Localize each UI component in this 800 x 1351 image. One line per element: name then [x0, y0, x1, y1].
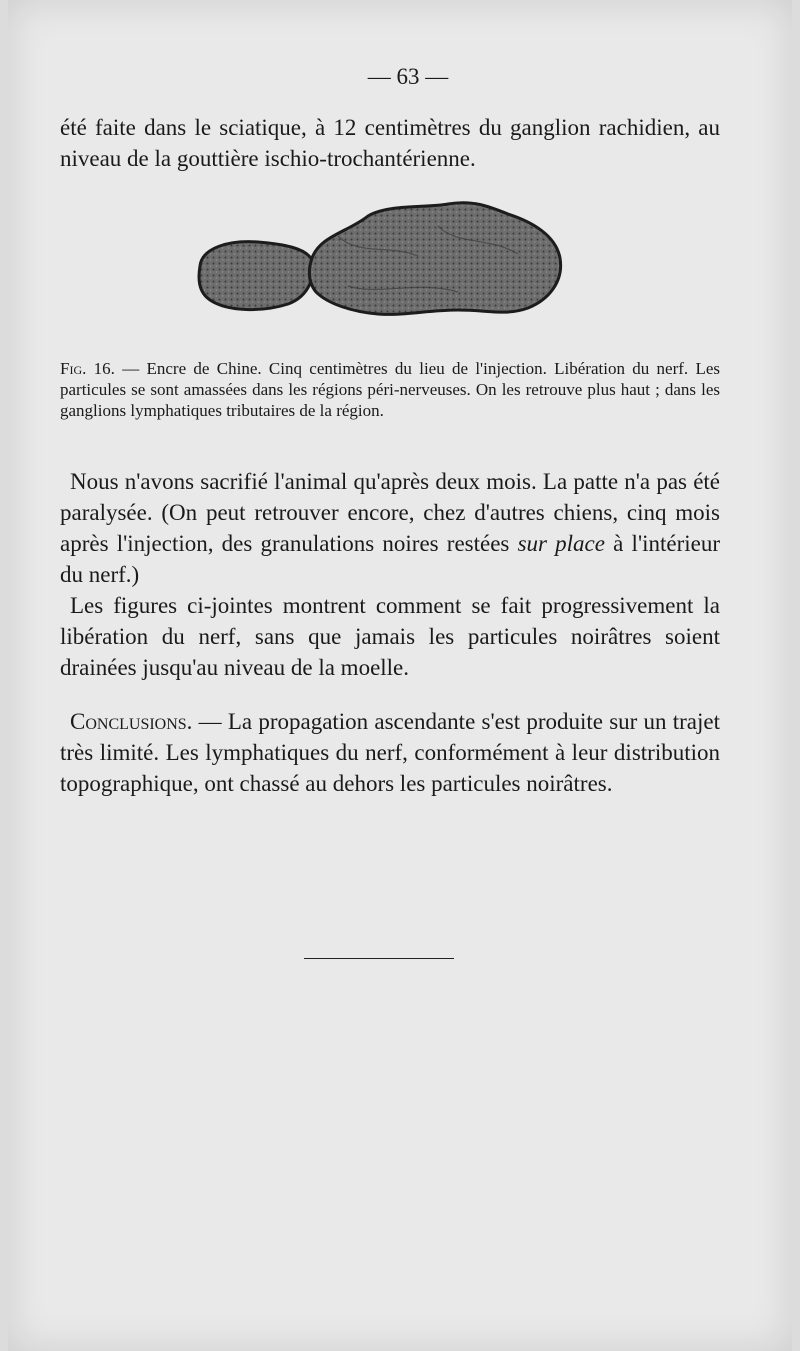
- conclusions-text: — La propagation ascendante s'est produite sur un trajet très limité. Les lymphatiques du nerf, conformément à leur distribution topographique, ont chassé au dehors les particules noirâtres.: [60, 709, 720, 796]
- figure-label: Fig. 16.: [60, 359, 115, 378]
- paragraph-2-italic: sur place: [517, 531, 605, 556]
- paragraph-figures: Les figures ci-jointes montrent comment se fait progressivement la libération du nerf, sans que jamais les particules noirâtres soient drainées jusqu'au niveau de la moelle.: [60, 593, 720, 680]
- page: [8, 0, 792, 1351]
- page-number: — 63 —: [367, 64, 449, 89]
- figure-caption: [60, 358, 720, 421]
- nerve-particles-illustration: [188, 196, 578, 346]
- figure-illustration: [188, 196, 578, 346]
- figure-caption-text: — Encre de Chine. Cinq centimètres du lieu de l'injection. Libération du nerf. Les particules se sont amassées dans les régions péri-nerveuses. On les retrouve plus haut ; dans les ganglions lymphatiques tributaires de la région.: [60, 359, 720, 420]
- section-divider: [304, 958, 454, 959]
- paragraph-intro: été faite dans le sciatique, à 12 centimètres du ganglion rachidien, au niveau de la gouttière ischio-trochantérienne.: [60, 115, 720, 171]
- paragraph-sacrifice: [60, 466, 720, 590]
- conclusions-label: Conclusions.: [70, 709, 193, 734]
- paragraph-conclusions: [60, 706, 720, 799]
- paragraph-2-text-after: à l'intérieur du nerf.): [60, 531, 720, 587]
- paragraph-2-text-before: Nous n'avons sacrifié l'animal qu'après deux mois. La patte n'a pas été paralysée. (On peut retrouver encore, chez d'autres chiens, cinq mois après l'injection, des granulations noires restées: [60, 469, 720, 556]
